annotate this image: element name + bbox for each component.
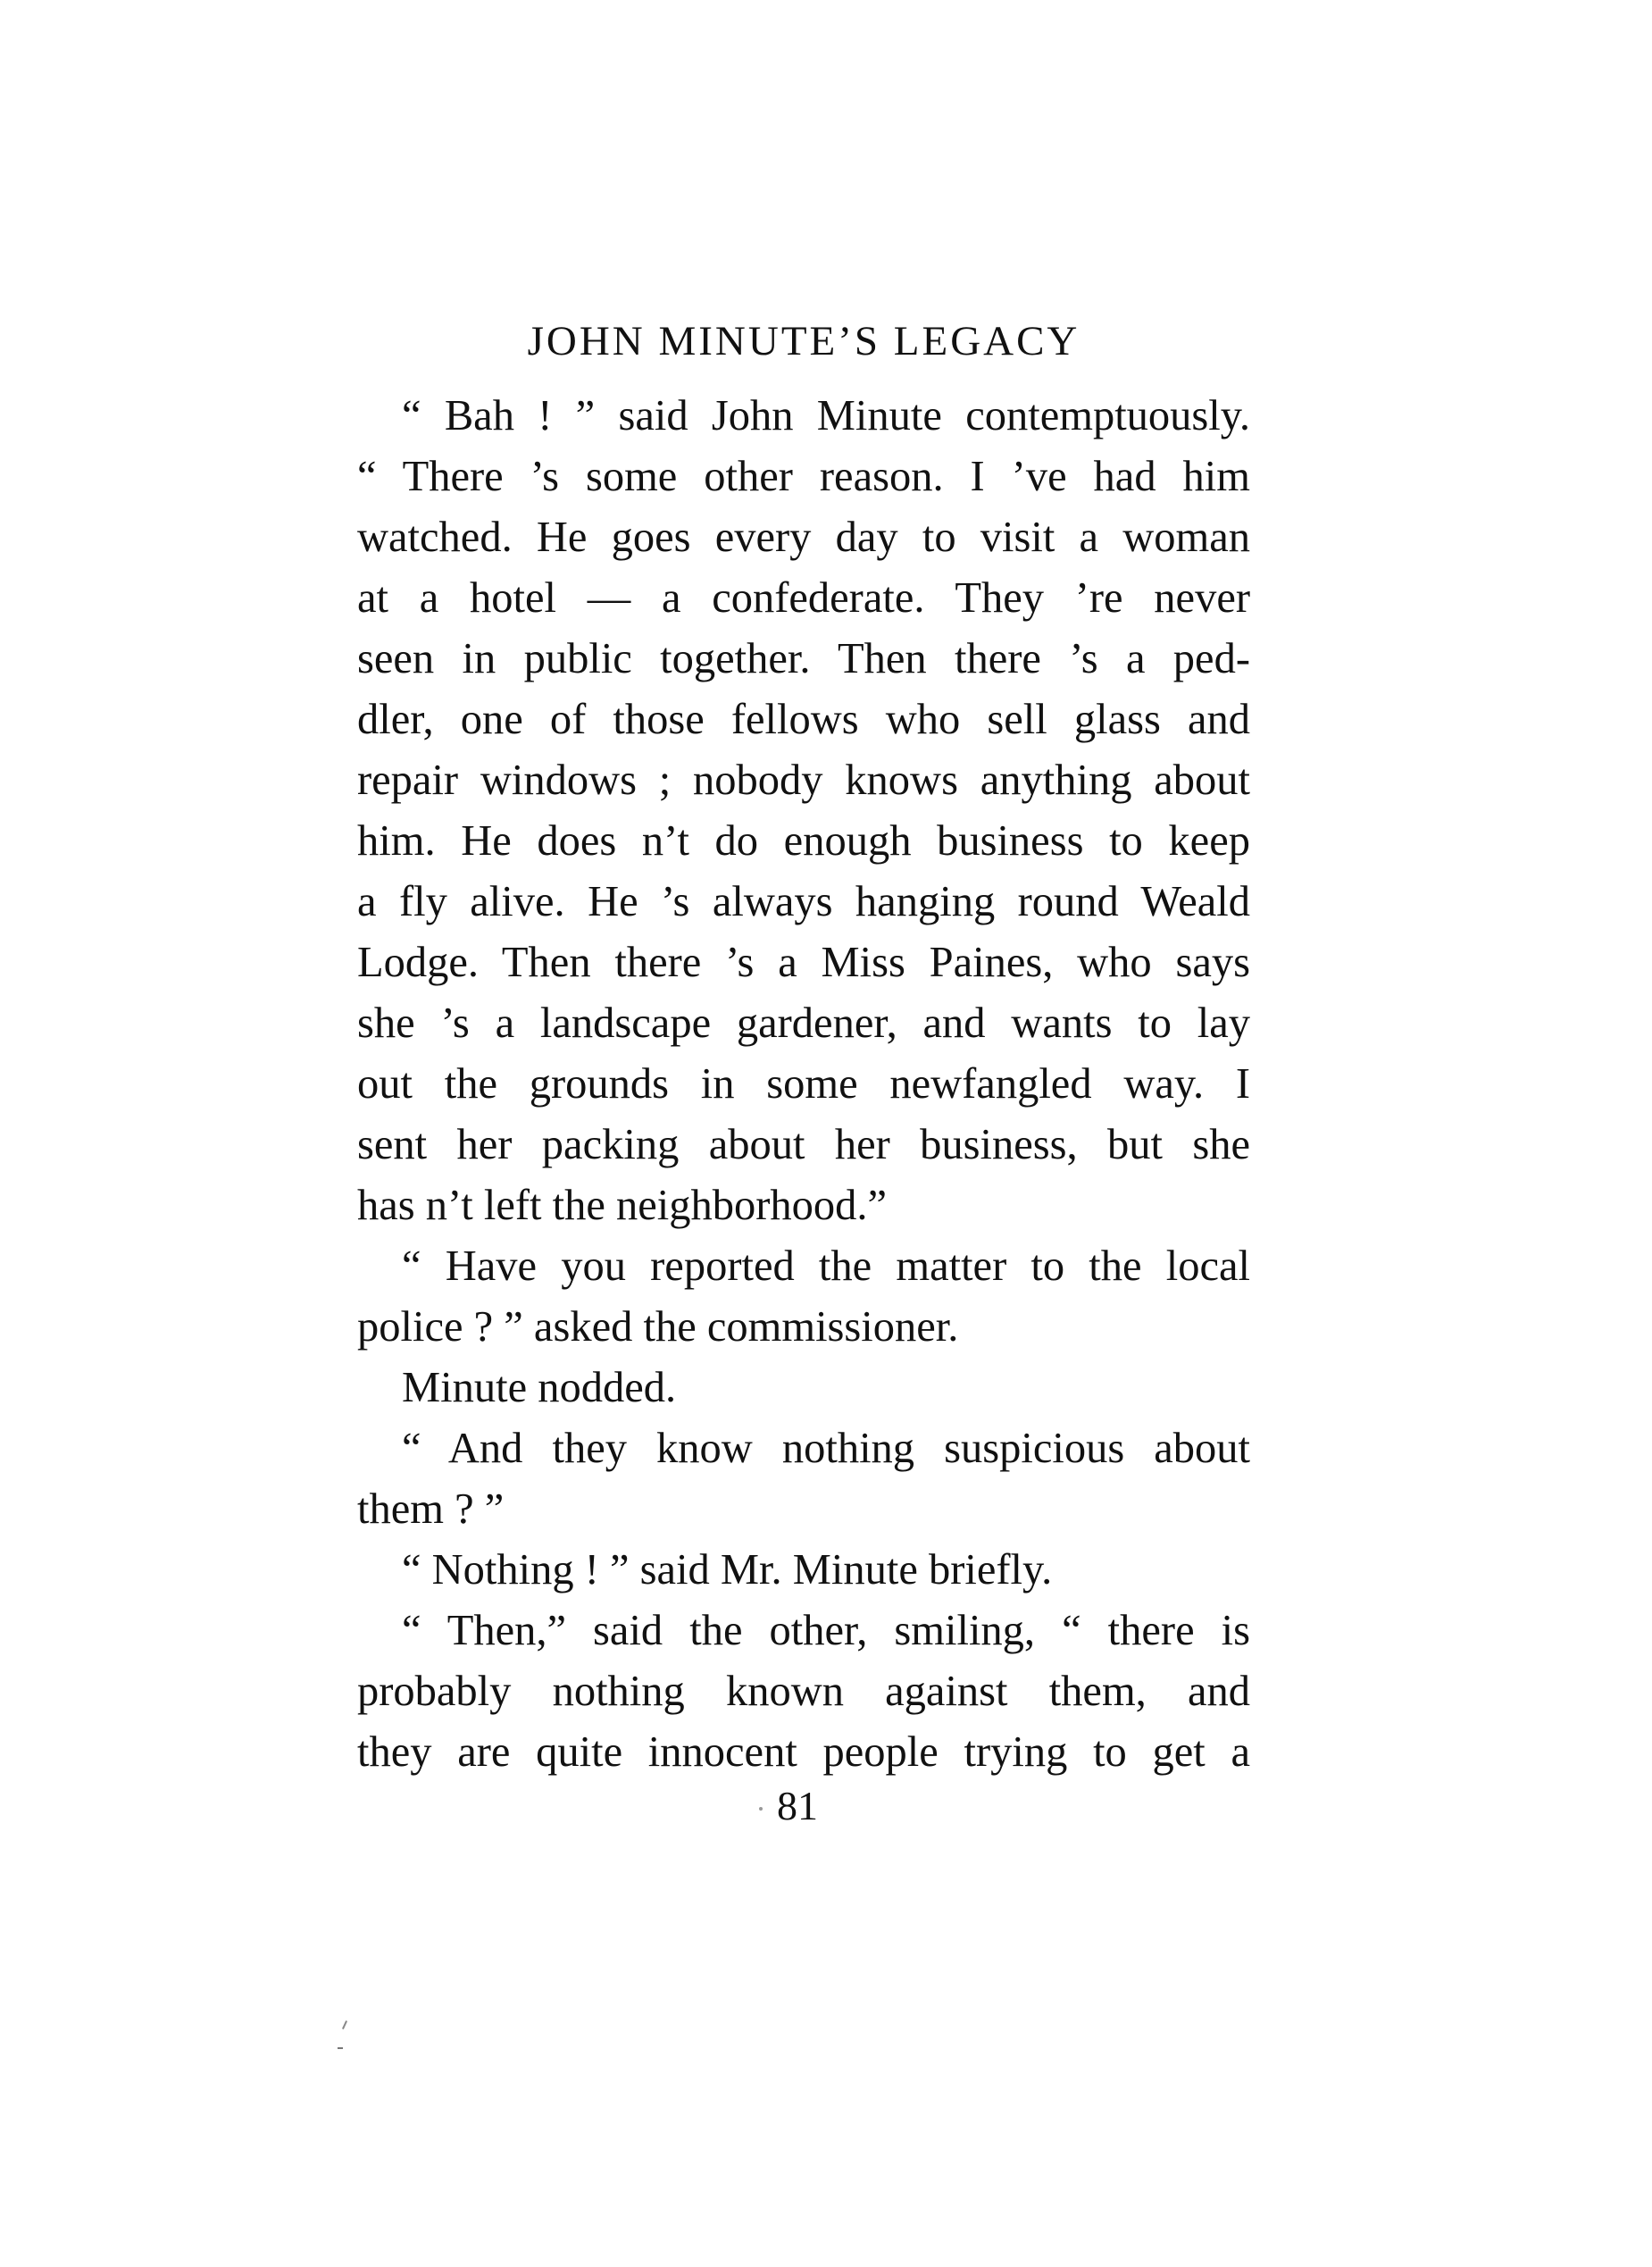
text-line: they are quite innocent people trying to get a (357, 1728, 1250, 1776)
text-line: has n’t left the neighborhood.” (357, 1182, 888, 1229)
text-line: “ Then,” said the other, smiling, “ there is (402, 1607, 1250, 1654)
text-line: repair windows ; nobody knows anything about (357, 757, 1250, 804)
running-header: JOHN MINUTE’S LEGACY (527, 318, 1080, 364)
text-line: police ? ” asked the commissioner. (357, 1303, 959, 1351)
text-line: watched. He goes every day to visit a woman (357, 514, 1250, 561)
text-line: “ Nothing ! ” said Mr. Minute briefly. (402, 1546, 1053, 1594)
text-line: she ’s a landscape gardener, and wants to lay (357, 1000, 1250, 1047)
text-line: sent her packing about her business, but she (357, 1121, 1250, 1168)
text-line: “ And they know nothing suspicious about (402, 1425, 1250, 1472)
text-line: “ There ’s some other reason. I ’ve had him (357, 453, 1250, 500)
text-line: “ Bah ! ” said John Minute contemptuously. (402, 392, 1250, 439)
text-line: them ? ” (357, 1485, 505, 1533)
text-line: Lodge. Then there ’s a Miss Paines, who says (357, 939, 1250, 986)
page-number-text: 81 (777, 1783, 818, 1828)
scan-mark (342, 2020, 347, 2029)
scan-mark (338, 2047, 343, 2049)
text-line: out the grounds in some newfangled way. I (357, 1060, 1250, 1108)
text-line: probably nothing known against them, and (357, 1668, 1250, 1715)
text-line: dler, one of those fellows who sell glass and (357, 696, 1250, 743)
page-number (777, 1782, 848, 1829)
text-line: him. He does n’t do enough business to keep (357, 817, 1250, 865)
text-line: seen in public together. Then there ’s a ped- (357, 635, 1250, 682)
text-line: a fly alive. He ’s always hanging round Weald (357, 878, 1250, 925)
text-line: “ Have you reported the matter to the local (402, 1242, 1250, 1290)
body-text (357, 386, 1250, 1783)
text-line: Minute nodded. (402, 1364, 677, 1411)
text-line: at a hotel — a confederate. They ’re never (357, 574, 1250, 622)
scan-dot (759, 1807, 763, 1811)
